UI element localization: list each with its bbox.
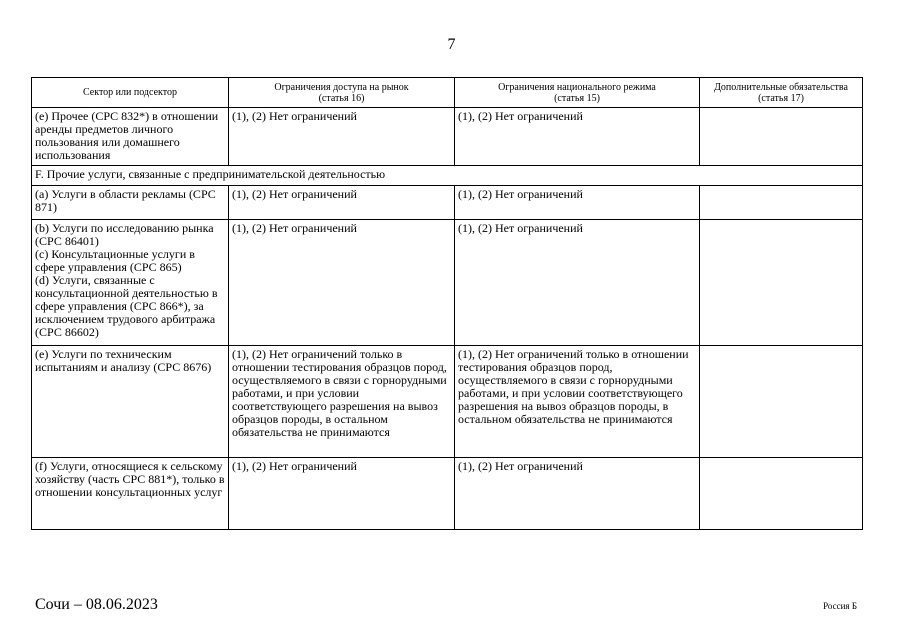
national-treatment-cell: (1), (2) Нет ограничений только в отношении тестирования образцов пород, осуществляемого в связи с горнорудными работами, и при условии соответствующего разрешения на вывоз образцов породы, в остальном обязательства не принимаются	[455, 346, 700, 458]
sector-cell: (b) Услуги по исследованию рынка (СРС 86401) (c) Консультационные услуги в сфере управления (СРС 865) (d) Услуги, связанные с консультационной деятельностью в сфере управления (СРС 866*), за исключением трудового арбитража (СРС 86602)	[32, 220, 229, 346]
sector-cell: (f) Услуги, относящиеся к сельскому хозяйству (часть СРС 881*), только в отношении консультационных услуг	[32, 458, 229, 530]
section-row	[32, 166, 863, 186]
header-additional: Дополнительные обязательства (статья 17)	[700, 78, 863, 108]
market-access-cell: (1), (2) Нет ограничений	[229, 108, 455, 166]
table-row	[32, 108, 863, 166]
additional-cell	[700, 458, 863, 530]
header-market-access: Ограничения доступа на рынок (статья 16)	[229, 78, 455, 108]
header-row	[32, 78, 863, 108]
page-number: 7	[447, 36, 456, 53]
market-access-cell: (1), (2) Нет ограничений	[229, 220, 455, 346]
national-treatment-cell: (1), (2) Нет ограничений	[455, 220, 700, 346]
table-row	[32, 458, 863, 530]
footer-country-code: Россия Б	[823, 601, 857, 611]
market-access-cell: (1), (2) Нет ограничений	[229, 458, 455, 530]
additional-cell	[700, 220, 863, 346]
header-sector: Сектор или подсектор	[32, 78, 229, 108]
table-row	[32, 346, 863, 458]
footer-place-date: Сочи – 08.06.2023	[35, 596, 158, 613]
commitments-table	[31, 77, 863, 530]
national-treatment-cell: (1), (2) Нет ограничений	[455, 186, 700, 220]
additional-cell	[700, 108, 863, 166]
market-access-cell: (1), (2) Нет ограничений	[229, 186, 455, 220]
sector-cell: (e) Прочее (СРС 832*) в отношении аренды предметов личного пользования или домашнего использования	[32, 108, 229, 166]
sector-cell: (e) Услуги по техническим испытаниям и анализу (СРС 8676)	[32, 346, 229, 458]
national-treatment-cell: (1), (2) Нет ограничений	[455, 108, 700, 166]
national-treatment-cell: (1), (2) Нет ограничений	[455, 458, 700, 530]
market-access-cell: (1), (2) Нет ограничений только в отношении тестирования образцов пород, осуществляемого в связи с горнорудными работами, и при условии соответствующего разрешения на вывоз образцов породы, в остальном обязательства не принимаются	[229, 346, 455, 458]
table-row	[32, 186, 863, 220]
sector-cell: (a) Услуги в области рекламы (СРС 871)	[32, 186, 229, 220]
section-heading: F. Прочие услуги, связанные с предпринимательской деятельностью	[32, 166, 863, 186]
header-national-treatment: Ограничения национального режима (статья 15)	[455, 78, 700, 108]
table-row	[32, 220, 863, 346]
additional-cell	[700, 186, 863, 220]
additional-cell	[700, 346, 863, 458]
